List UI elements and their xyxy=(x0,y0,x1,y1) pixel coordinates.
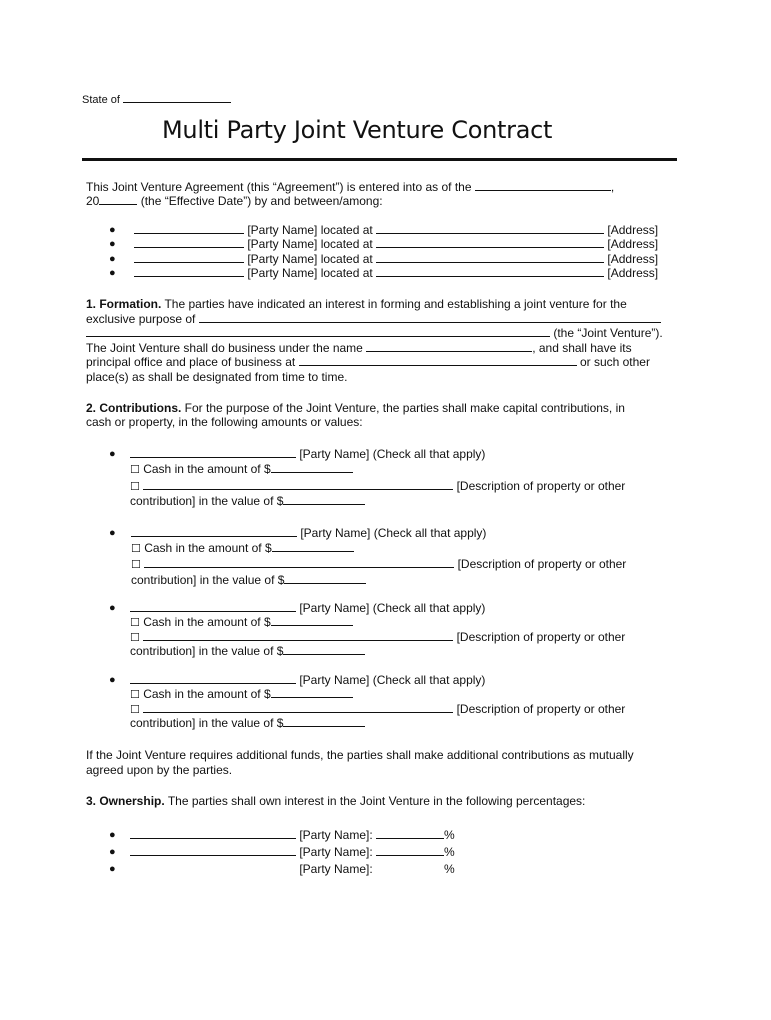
contribution-party-row xyxy=(130,447,485,461)
party-name-blank[interactable] xyxy=(134,266,244,277)
property-checkbox[interactable]: ☐ xyxy=(130,480,140,493)
party-name-blank[interactable] xyxy=(134,252,244,263)
percent-sign: % xyxy=(444,862,455,876)
state-blank[interactable] xyxy=(123,92,231,103)
state-label: State of xyxy=(82,94,120,106)
contribution-label: contribution] in the value of $ xyxy=(130,644,284,658)
property-checkbox[interactable]: ☐ xyxy=(130,631,140,644)
party-name-blank[interactable] xyxy=(130,828,296,839)
property-checkbox[interactable]: ☐ xyxy=(130,703,140,716)
party-address-row xyxy=(134,237,658,251)
party-name-blank[interactable] xyxy=(130,601,296,612)
cash-row xyxy=(130,615,353,630)
party-label: [Party Name] (Check all that apply) xyxy=(299,447,486,461)
description-label: [Description of property or other xyxy=(456,630,626,644)
party-label: [Party Name] located at xyxy=(247,223,373,237)
party-name-blank[interactable] xyxy=(130,673,296,684)
percent-sign: % xyxy=(444,828,455,842)
party-name-blank[interactable] xyxy=(134,223,244,234)
address-label: [Address] xyxy=(607,252,659,266)
property-checkbox[interactable]: ☐ xyxy=(131,558,141,571)
additional-funds-text-1: If the Joint Venture requires additional funds, the parties shall make additional contributions as mutually xyxy=(86,748,634,762)
cash-label: Cash in the amount of $ xyxy=(144,541,272,555)
address-blank[interactable] xyxy=(376,223,604,234)
contribution-value-row xyxy=(130,716,365,730)
additional-funds-text-2: agreed upon by the parties. xyxy=(86,763,233,777)
year-blank[interactable] xyxy=(99,194,137,205)
party-name-blank[interactable] xyxy=(130,447,296,458)
party-name-blank[interactable] xyxy=(131,526,297,537)
address-blank[interactable] xyxy=(376,252,604,263)
cash-checkbox[interactable]: ☐ xyxy=(131,542,141,555)
formation-heading: 1. Formation. xyxy=(86,297,162,311)
ownership-heading: 3. Ownership. xyxy=(86,794,165,808)
ownership-row xyxy=(130,845,455,859)
contribution-label: contribution] in the value of $ xyxy=(130,494,284,508)
formation-text-6: place(s) as shall be designated from time to time. xyxy=(86,370,348,384)
formation-text-2: exclusive purpose of xyxy=(86,312,196,326)
cash-checkbox[interactable]: ☐ xyxy=(130,463,140,476)
party-label: [Party Name] located at xyxy=(247,266,373,280)
ownership-row xyxy=(130,862,455,876)
property-description-blank[interactable] xyxy=(143,702,453,713)
formation-text-5b: or such other xyxy=(579,355,650,369)
date-blank[interactable] xyxy=(475,180,611,191)
bullet-icon: ● xyxy=(109,267,116,279)
additional-funds-line-2 xyxy=(86,763,232,777)
contribution-label: contribution] in the value of $ xyxy=(131,573,285,587)
document-title: Multi Party Joint Venture Contract xyxy=(162,116,553,144)
property-row xyxy=(131,557,626,572)
intro-text-2: (the “Effective Date”) by and between/among: xyxy=(140,194,383,208)
description-label: [Description of property or other xyxy=(456,702,626,716)
bullet-icon: ● xyxy=(109,253,116,265)
intro-line-2 xyxy=(86,194,383,208)
state-line xyxy=(82,92,231,107)
bullet-icon: ● xyxy=(109,674,116,686)
bullet-icon: ● xyxy=(109,846,116,858)
formation-line-2 xyxy=(86,312,661,326)
year-prefix: 20 xyxy=(86,194,100,208)
cash-checkbox[interactable]: ☐ xyxy=(130,688,140,701)
property-description-blank[interactable] xyxy=(143,479,453,490)
property-row xyxy=(130,479,625,494)
ownership-text-1: The parties shall own interest in the Joint Venture in the following percentages: xyxy=(167,794,586,808)
address-label: [Address] xyxy=(607,237,659,251)
cash-checkbox[interactable]: ☐ xyxy=(130,616,140,629)
party-label: [Party Name] located at xyxy=(247,237,373,251)
party-address-row xyxy=(134,266,658,280)
party-label: [Party Name] (Check all that apply) xyxy=(299,601,486,615)
office-address-blank[interactable] xyxy=(299,355,577,366)
party-label: [Party Name] located at xyxy=(247,252,373,266)
title-rule xyxy=(82,158,677,161)
percent-sign: % xyxy=(444,845,455,859)
bullet-icon: ● xyxy=(109,602,116,614)
party-label: [Party Name]: xyxy=(299,828,373,842)
address-label: [Address] xyxy=(607,223,659,237)
additional-funds-line-1 xyxy=(86,748,634,762)
formation-line-4 xyxy=(86,341,632,355)
property-description-blank[interactable] xyxy=(143,630,453,641)
property-row xyxy=(130,630,625,645)
intro-comma: , xyxy=(610,180,615,194)
formation-text-1: The parties have indicated an interest in forming and establishing a joint venture for the xyxy=(164,297,627,311)
cash-label: Cash in the amount of $ xyxy=(143,615,271,629)
formation-line-1 xyxy=(86,297,627,311)
formation-line-5 xyxy=(86,355,650,369)
address-blank[interactable] xyxy=(376,266,604,277)
cash-label: Cash in the amount of $ xyxy=(143,687,271,701)
party-name-blank[interactable] xyxy=(130,845,296,856)
cash-amount-blank[interactable] xyxy=(271,615,353,626)
cash-row xyxy=(130,462,353,477)
formation-text-3: (the “Joint Venture”). xyxy=(553,326,663,340)
bullet-icon: ● xyxy=(109,224,116,236)
party-label: [Party Name]: xyxy=(299,845,373,859)
party-name-blank[interactable] xyxy=(134,237,244,248)
intro-text-1: This Joint Venture Agreement (this “Agreement”) is entered into as of the xyxy=(86,180,472,194)
contributions-line-2 xyxy=(86,415,363,429)
purpose-blank[interactable] xyxy=(199,312,661,323)
intro-line-1 xyxy=(86,180,614,194)
contribution-value-blank[interactable] xyxy=(283,494,365,505)
purpose-blank-2[interactable] xyxy=(86,326,550,337)
formation-text-4b: , and shall have its xyxy=(532,341,632,355)
contributions-text-1: For the purpose of the Joint Venture, the parties shall make capital contributions, in xyxy=(184,401,625,415)
contribution-party-row xyxy=(130,601,485,615)
contribution-value-row xyxy=(131,573,366,587)
formation-text-5a: principal office and place of business at xyxy=(86,355,296,369)
cash-amount-blank[interactable] xyxy=(271,462,353,473)
percentage-blank[interactable] xyxy=(376,828,444,839)
contribution-label: contribution] in the value of $ xyxy=(130,716,284,730)
bullet-icon: ● xyxy=(109,238,116,250)
business-name-blank[interactable] xyxy=(366,341,532,352)
cash-amount-blank[interactable] xyxy=(271,687,353,698)
contribution-value-row xyxy=(130,644,365,658)
bullet-icon: ● xyxy=(109,829,116,841)
address-blank[interactable] xyxy=(376,237,604,248)
contribution-party-row xyxy=(131,526,486,540)
property-row xyxy=(130,702,625,717)
party-label: [Party Name] (Check all that apply) xyxy=(300,526,487,540)
percentage-blank[interactable] xyxy=(376,862,444,873)
bullet-icon: ● xyxy=(109,863,116,875)
formation-text-4a: The Joint Venture shall do business under the name xyxy=(86,341,363,355)
contribution-value-blank[interactable] xyxy=(283,644,365,655)
contribution-value-row xyxy=(130,494,365,508)
ownership-line-1 xyxy=(86,794,585,808)
contributions-text-2: cash or property, in the following amounts or values: xyxy=(86,415,363,429)
bullet-icon: ● xyxy=(109,527,116,539)
description-label: [Description of property or other xyxy=(456,479,626,493)
cash-row xyxy=(130,687,353,702)
contribution-party-row xyxy=(130,673,485,687)
contribution-value-blank[interactable] xyxy=(283,716,365,727)
formation-line-6 xyxy=(86,370,347,384)
cash-amount-blank[interactable] xyxy=(272,541,354,552)
cash-row xyxy=(131,541,354,556)
description-label: [Description of property or other xyxy=(457,557,627,571)
contributions-line-1 xyxy=(86,401,625,415)
party-name-blank[interactable] xyxy=(130,862,296,873)
property-description-blank[interactable] xyxy=(144,557,454,568)
party-label: [Party Name]: xyxy=(299,862,373,876)
party-address-row xyxy=(134,252,658,266)
party-label: [Party Name] (Check all that apply) xyxy=(299,673,486,687)
formation-line-3 xyxy=(86,326,663,340)
address-label: [Address] xyxy=(607,266,659,280)
bullet-icon: ● xyxy=(109,448,116,460)
party-address-row xyxy=(134,223,658,237)
cash-label: Cash in the amount of $ xyxy=(143,462,271,476)
contribution-value-blank[interactable] xyxy=(284,573,366,584)
ownership-row xyxy=(130,828,455,842)
contributions-heading: 2. Contributions. xyxy=(86,401,182,415)
percentage-blank[interactable] xyxy=(376,845,444,856)
